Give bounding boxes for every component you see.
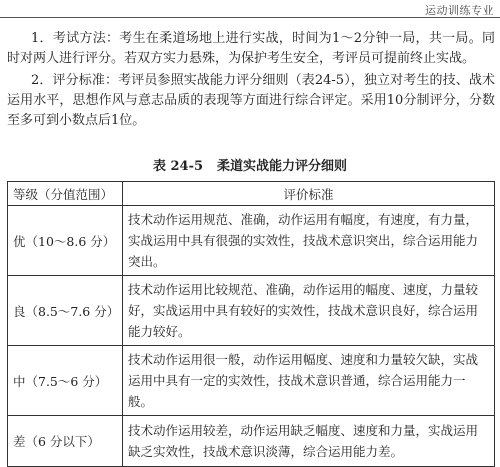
standard-cell: 技术动作运用较差，动作运用缺乏幅度、速度和力量，实战运用缺乏实效性，技战术意识淡薄，综合运用能力差。 (123, 416, 495, 467)
header-rule (0, 17, 500, 18)
level-cell: 中（7.5～6 分） (8, 346, 123, 416)
table-caption (0, 155, 500, 174)
table-row (8, 416, 495, 467)
table-title: 柔道实战能力评分细则 (217, 159, 348, 174)
header-standard: 评价标准 (123, 182, 495, 206)
level-cell: 良（8.5～7.6 分） (8, 276, 123, 346)
standard-cell: 技术动作运用比较规范、准确，动作运用的幅度、速度，力量较好，实战运用中具有较好的实效性，技战术意识良好，综合运用能力较好。 (123, 276, 495, 346)
header-level: 等级（分值范围） (8, 182, 123, 206)
table-row (8, 206, 495, 276)
table-row (8, 346, 495, 416)
paragraph-test-method: 1．考试方法：考生在柔道场地上进行实战，时间为1～2分钟一局，共一局。同时对两人进行评分。若双方实力悬殊，为保护考生安全，考评员可提前终止实战。 (7, 31, 495, 66)
standard-cell: 技术动作运用很一般，动作运用幅度、速度和力量较欠缺，实战运用中具有一定的实效性，技战术意识普通，综合运用能力一般。 (123, 346, 495, 416)
running-header: 运动训练专业 (425, 4, 494, 17)
scoring-criteria-table (7, 181, 495, 467)
paragraph-scoring-standard: 2．评分标准：考评员参照实战能力评分细则（表24-5），独立对考生的技、战术运用水平，思想作风与意志品质的表现等方面进行综合评定。采用10分制评分，分数至多可到小数点后1位。 (7, 73, 495, 128)
level-cell: 优（10～8.6 分） (8, 206, 123, 276)
table-number: 表 24-5 (152, 159, 204, 174)
table-row (8, 276, 495, 346)
standard-cell: 技术动作运用规范、准确，动作运用有幅度，有速度，有力量，实战运用中具有很强的实效性，技战术意识突出，综合运用能力突出。 (123, 206, 495, 276)
table-header-row (8, 182, 495, 206)
level-cell: 差（6 分以下） (8, 416, 123, 467)
